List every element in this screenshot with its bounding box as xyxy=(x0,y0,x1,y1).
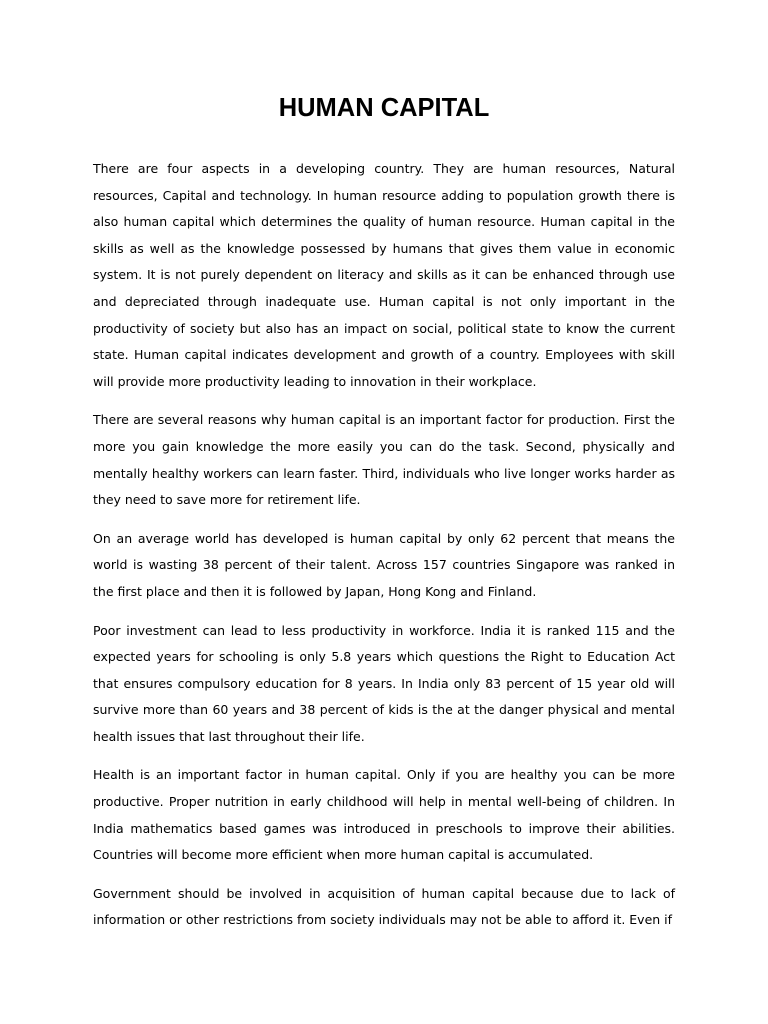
paragraph-4: Poor investment can lead to less productivity in workforce. India it is ranked 115 and the expected years for schooling is only 5.8 years which questions the Right to Education Act that ensures compulsory education for 8 years. In India only 83 percent of 15 year old will survive more than 60 years and 38 percent of kids is the at the danger physical and mental health issues that last throughout their life. xyxy=(93,622,675,744)
paragraph-5: Health is an important factor in human capital. Only if you are healthy you can be more productive. Proper nutrition in early childhood will help in mental well-being of children. In India mathematics based games was introduced in preschools to improve their abilities. Countries will become more efficient when more human capital is accumulated. xyxy=(93,767,675,863)
paragraph-2: There are several reasons why human capital is an important factor for production. First the more you gain knowledge the more easily you can do the task. Second, physically and mentally healthy workers can learn faster. Third, individuals who live longer works harder as they need to save more for retirement life. xyxy=(93,412,675,508)
paragraph-3: On an average world has developed is human capital by only 62 percent that means the world is wasting 38 percent of their talent. Across 157 countries Singapore was ranked in the first place and then it is followed by Japan, Hong Kong and Finland. xyxy=(93,530,675,599)
paragraph-6: Government should be involved in acquisition of human capital because due to lack of information or other restrictions from society individuals may not be able to afford it. Even if xyxy=(93,885,675,928)
paragraph-1: There are four aspects in a developing country. They are human resources, Natural resources, Capital and technology. In human resource adding to population growth there is also human capital which determines the quality of human resource. Human capital in the skills as well as the knowledge possessed by humans that gives them value in economic system. It is not purely dependent on literacy and skills as it can be enhanced through use and depreciated through inadequate use. Human capital is not only important in the productivity of society but also has an impact on social, political state to know the current state. Human capital indicates development and growth of a country. Employees with skill will provide more productivity leading to innovation in their workplace. xyxy=(93,161,675,389)
document-title: HUMAN CAPITAL xyxy=(278,94,490,122)
